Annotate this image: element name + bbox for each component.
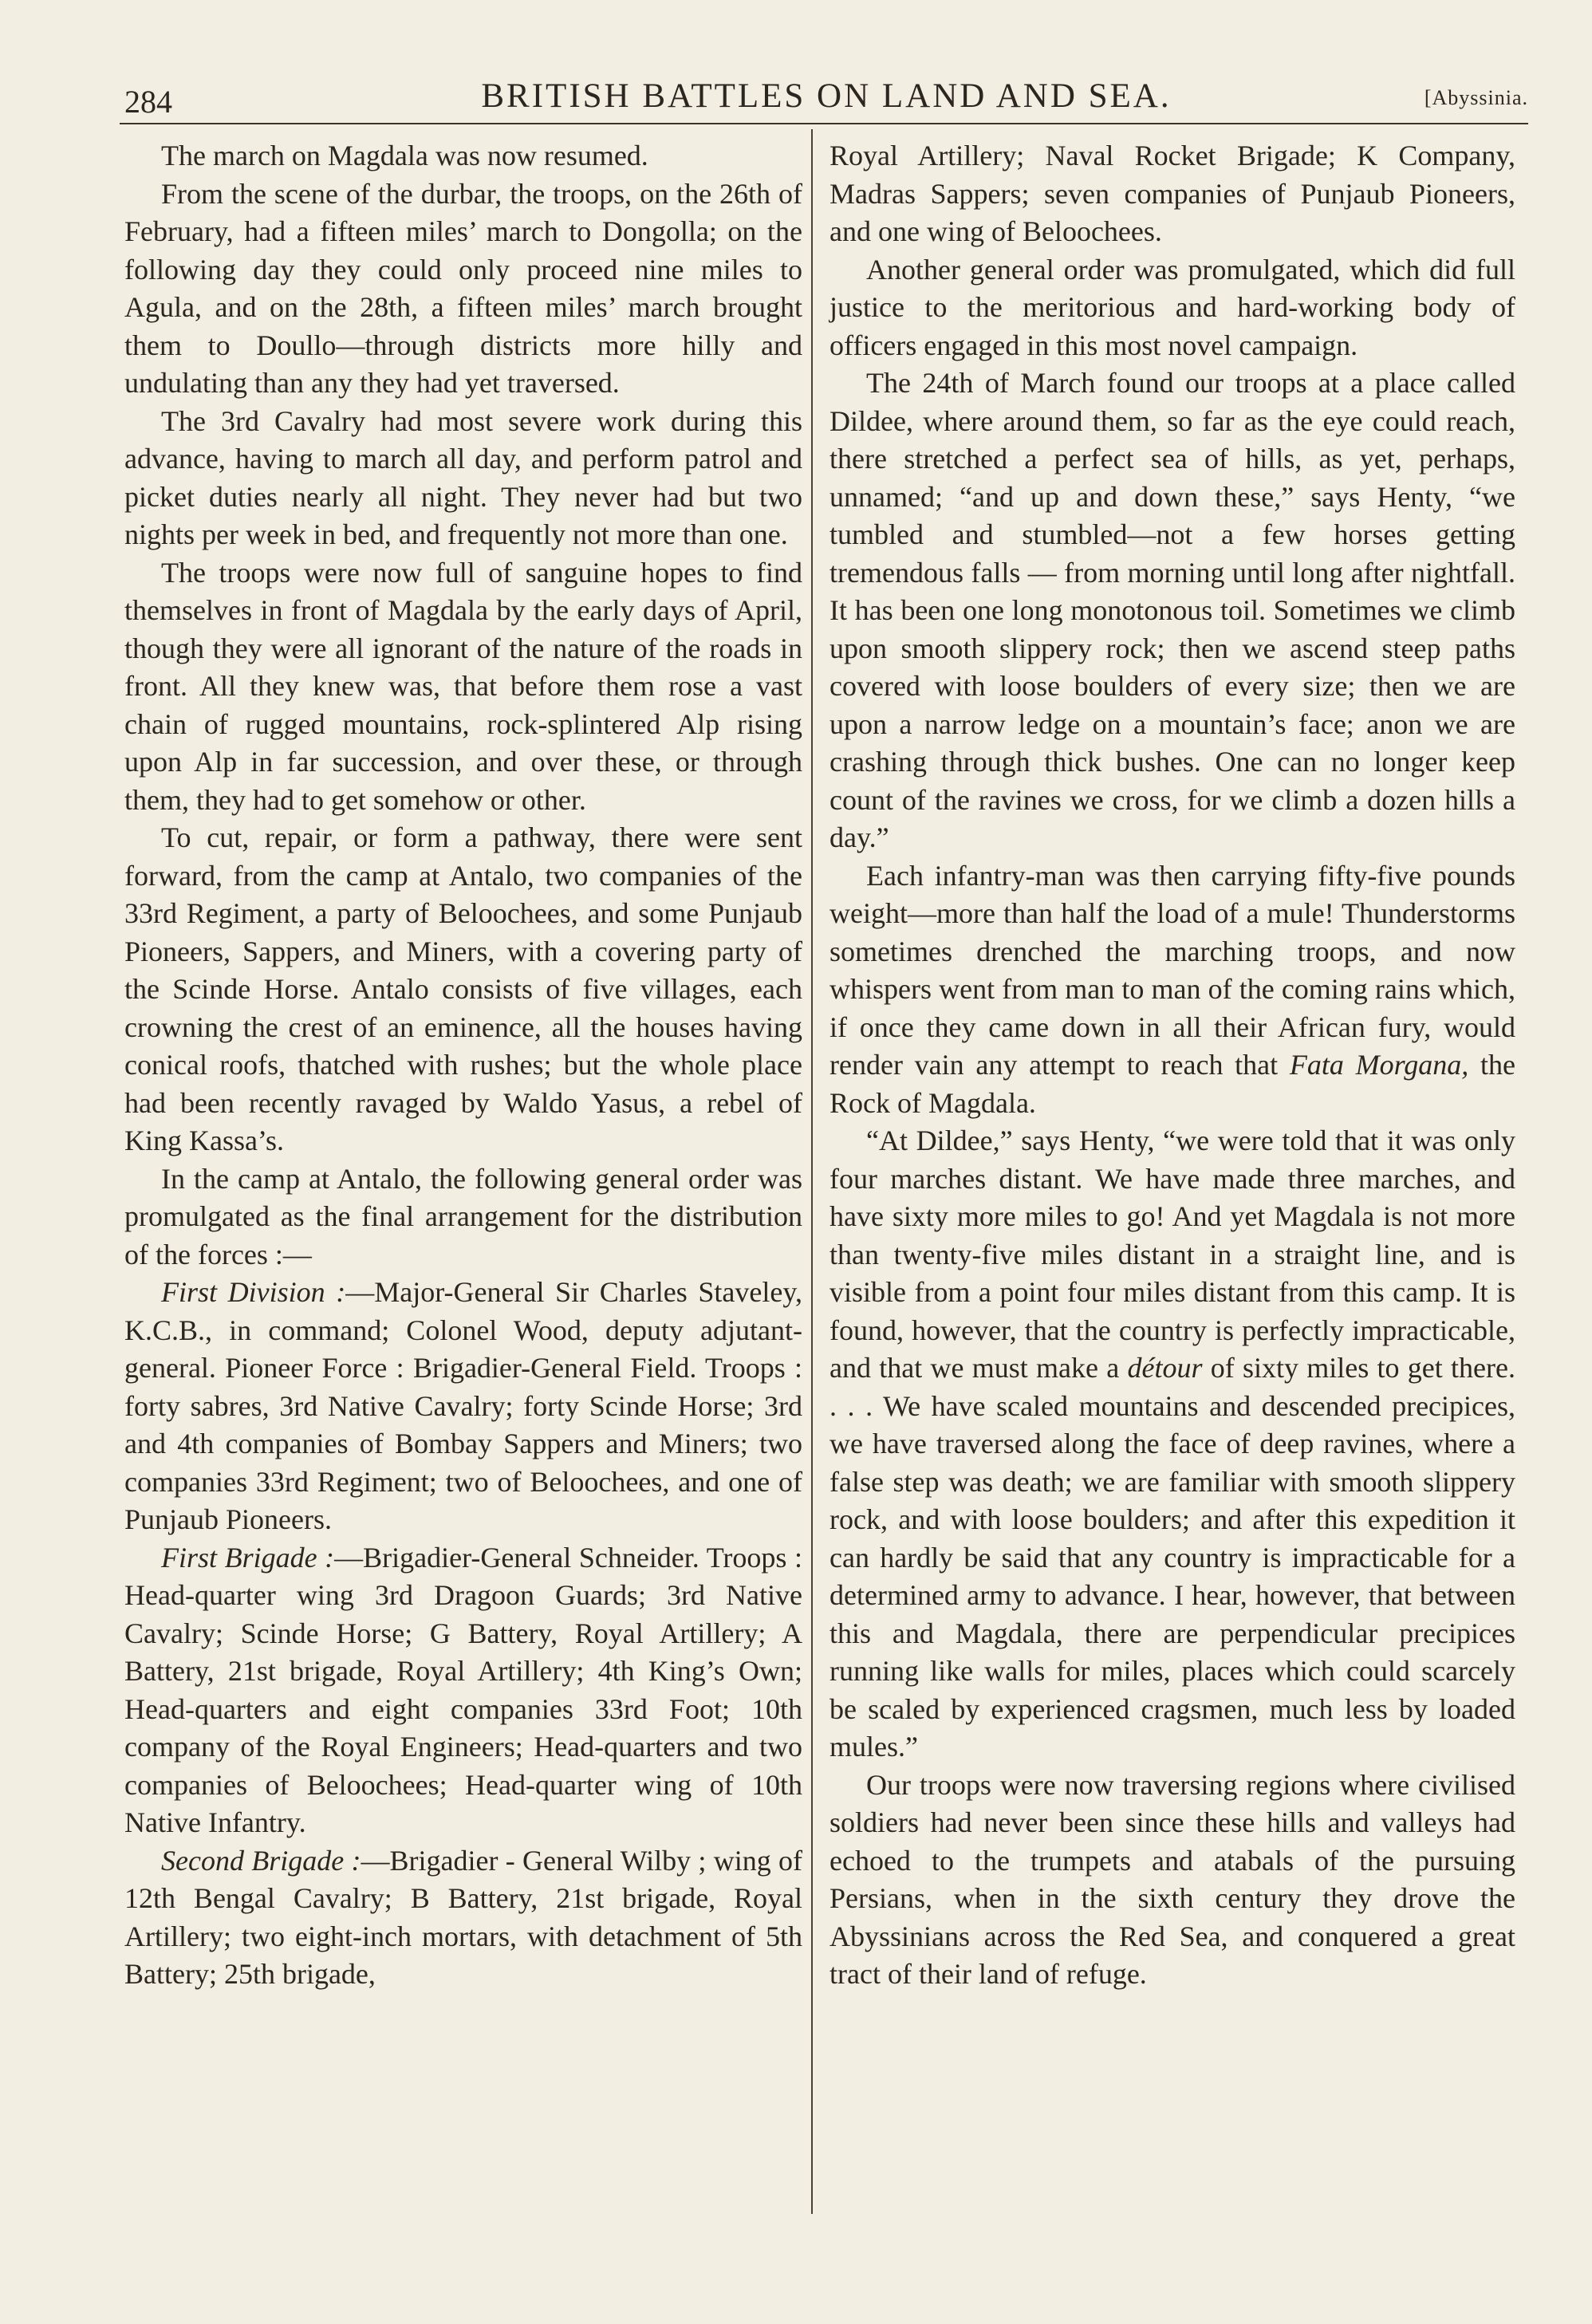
- paragraph: Another general order was promulgated, which did full justice to the meritorious and hard-working body of officers engaged in this most novel campaign.: [829, 253, 1515, 361]
- page-header: [124, 77, 1528, 124]
- paragraph: Royal Artillery; Naval Rocket Brigade; K Company, Madras Sappers; seven companies of Punjaub Pioneers, and one wing of Beloochees.: [829, 140, 1515, 247]
- paragraph-lead: First Brigade :: [161, 1541, 335, 1574]
- header-rule: [120, 123, 1528, 124]
- paragraph: The march on Magdala was now resumed.: [161, 140, 648, 171]
- right-column: [829, 137, 1515, 1994]
- paragraph: From the scene of the durbar, the troops, on the 26th of February, had a fifteen miles’ march to Dongolla; on the following day they could only proceed nine miles to Agula, and on the 28th, a fifteen miles’ march brought them to Doullo—through districts more hilly and undulating than any they had yet traversed.: [124, 177, 802, 399]
- paragraph: To cut, repair, or form a pathway, there were sent forward, from the camp at Antalo, two companies of the 33rd Regiment, a party of Beloochees, and some Punjaub Pioneers, Sappers, and Miners, with a covering party of the Scinde Horse. Antalo consists of five villages, each crowning the crest of an eminence, all the houses having conical roofs, thatched with rushes; but the whole place had been recently ravaged by Waldo Yasus, a rebel of King Kassa’s.: [124, 821, 802, 1156]
- italic-phrase: détour: [1127, 1352, 1203, 1384]
- page-number: 284: [124, 84, 172, 120]
- paragraph-first-brigade: First Brigade :—Brigadier-General Schneider. Troops : Head-quarter wing 3rd Dragoon Guards; 3rd Native Cavalry; Scinde Horse; G Battery, Royal Artillery; A Battery, 21st brigade, Royal Artillery; 4th King’s Own; Head-quarters and eight companies 33rd Foot; 10th company of the Royal Engineers; Head-quarters and two companies of Beloochees; Head-quarter wing of 10th Native Infantry.: [124, 1541, 802, 1838]
- paragraph-second-brigade: Second Brigade :—Brigadier - General Wilby ; wing of 12th Bengal Cavalry; B Battery, 21st brigade, Royal Artillery; two eight-inch mortars, with detachment of 5th Battery; 25th brigade,: [124, 1844, 802, 1990]
- left-column: [124, 137, 802, 1994]
- paragraph: “At Dildee,” says Henty, “we were told that it was only four marches distant. We have made three marches, and have sixty more miles to go! And yet Magdala is not more than twenty-five miles distant in a straight line, and is visible from a point four miles distant from this camp. It is found, however, that the country is perfectly impracticable, and that we must make a détour of sixty miles to get there. . . . We have scaled mountains and descended precipices, we have traversed along the face of deep ravines, where a false step was death; we are familiar with smooth slippery rock, and with loose boulders; and after this expedition it can hardly be said that any country is impracticable for a determined army to advance. I hear, however, that between this and Magdala, there are perpendicular precipices running like walls for miles, places which could scarcely be scaled by experienced cragsmen, much less by loaded mules.”: [829, 1125, 1515, 1763]
- paragraph: Our troops were now traversing regions where civilised soldiers had never been since these hills and valleys had echoed to the trumpets and atabals of the pursuing Persians, when in the sixth century they drove the Abyssinians across the Red Sea, and conquered a great tract of their land of refuge.: [829, 1768, 1515, 1990]
- running-title: BRITISH BATTLES ON LAND AND SEA.: [481, 77, 1172, 115]
- paragraph: The 24th of March found our troops at a place called Dildee, where around them, so far as the eye could reach, there stretched a perfect sea of hills, as yet, perhaps, unnamed; “and up and down these,” says Henty, “we tumbled and stumbled—not a few horses getting tremendous falls — from morning until long after nightfall. It has been one long monotonous toil. Sometimes we climb upon smooth slippery rock; then we ascend steep paths covered with loose boulders of every size; then we are upon a narrow ledge on a mountain’s face; anon we are crashing through thick bushes. One can no longer keep count of the ravines we cross, for we climb a dozen hills a day.”: [829, 367, 1515, 853]
- italic-phrase: Fata Morgana,: [1289, 1049, 1469, 1081]
- paragraph: Each infantry-man was then carrying fifty-five pounds weight—more than half the load of a mule! Thunderstorms sometimes drenched the marching troops, and now whispers went from man to man of the coming rains which, if once they came down in all their African fury, would render vain any attempt to reach that Fata Morgana, the Rock of Magdala.: [829, 859, 1516, 1119]
- paragraph: The troops were now full of sanguine hopes to find themselves in front of Magdala by the early days of April, though they were all ignorant of the nature of the roads in front. All they knew was, that before them rose a vast chain of rugged mountains, rock-splintered Alp rising upon Alp in far succession, and over these, or through them, they had to get somehow or other.: [124, 556, 802, 816]
- column-divider: [811, 129, 813, 2214]
- paragraph: The 3rd Cavalry had most severe work during this advance, having to march all day, and perform patrol and picket duties nearly all night. They never had but two nights per week in bed, and frequently not more than one.: [124, 404, 802, 550]
- section-tag: [Abyssinia.: [1424, 86, 1528, 109]
- paragraph-first-division: First Division :—Major-General Sir Charles Staveley, K.C.B., in command; Colonel Wood, deputy adjutant-general. Pioneer Force : Brigadier-General Field. Troops : forty sabres, 3rd Native Cavalry; forty Scinde Horse; 3rd and 4th companies of Bombay Sappers and Miners; two companies 33rd Regiment; two of Beloochees, and one of Punjaub Pioneers.: [124, 1276, 803, 1535]
- paragraph: In the camp at Antalo, the following general order was promulgated as the final arrangement for the distribution of the forces :—: [124, 1162, 802, 1270]
- paragraph-lead: Second Brigade :: [161, 1844, 361, 1877]
- paragraph-lead: First Division :: [161, 1276, 346, 1308]
